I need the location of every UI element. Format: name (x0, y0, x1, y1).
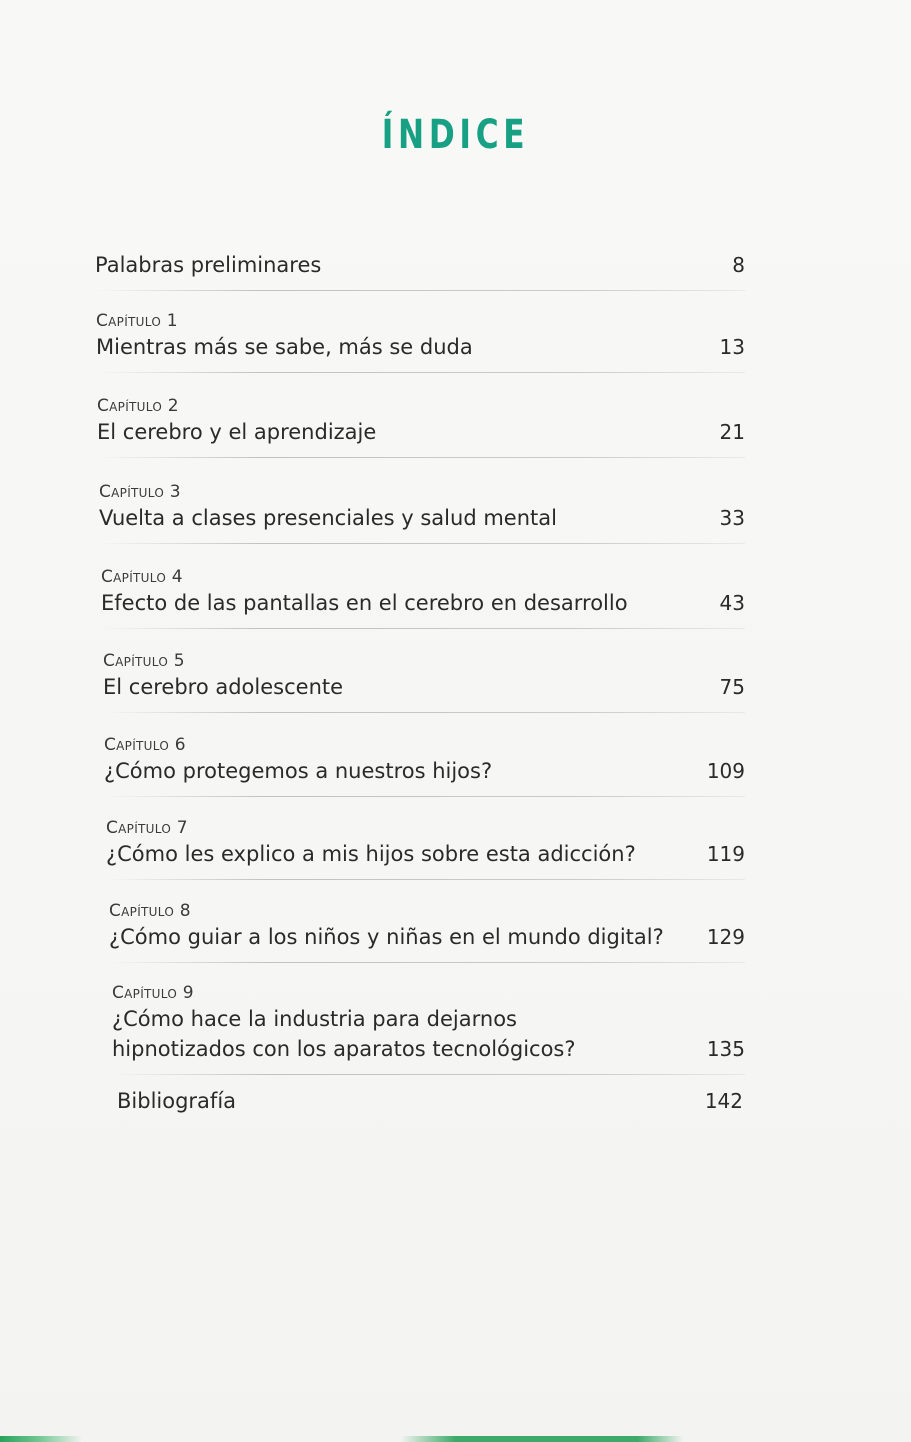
chapter-label: Capítulo 6 (104, 735, 186, 755)
toc-entry-title-line-2: hipnotizados con los aparatos tecnológicos? (112, 1037, 576, 1061)
chapter-label: Capítulo 8 (109, 901, 191, 921)
chapter-label: Capítulo 7 (106, 818, 188, 838)
toc-row (104, 756, 745, 786)
page-title: ÍNDICE (381, 112, 530, 158)
toc-entry-preliminares (95, 250, 745, 291)
toc-entry-chapter-9 (112, 982, 745, 1075)
toc-page-number: 13 (719, 335, 745, 359)
toc-page-number: 33 (719, 506, 745, 530)
toc-entry-chapter-8 (109, 900, 745, 963)
toc-divider (97, 457, 745, 458)
toc-page-number: 8 (732, 253, 745, 277)
toc-entry-title: ¿Cómo protegemos a nuestros hijos? (104, 759, 493, 783)
toc-page-number: 21 (719, 420, 745, 444)
toc-page-number: 129 (706, 925, 745, 949)
toc-page-number: 119 (706, 842, 745, 866)
toc-row (96, 332, 745, 362)
toc-entry-chapter-4 (101, 566, 745, 629)
toc-divider (104, 796, 745, 797)
toc-entry-title: Palabras preliminares (95, 253, 322, 277)
toc-entry-title: ¿Cómo les explico a mis hijos sobre esta adicción? (106, 842, 636, 866)
toc-row (95, 250, 745, 280)
toc-page-number: 75 (719, 675, 745, 699)
toc-row (109, 922, 745, 952)
toc-entry-title: Efecto de las pantallas en el cerebro en desarrollo (101, 591, 628, 615)
toc-entry-chapter-3 (99, 481, 745, 544)
toc-row (103, 672, 745, 702)
toc-entry-title-line-1: ¿Cómo hace la industria para dejarnos (112, 1007, 517, 1031)
toc-divider (96, 372, 745, 373)
chapter-label: Capítulo 3 (99, 482, 181, 502)
toc-entry-chapter-2 (97, 395, 745, 458)
toc-divider (106, 879, 745, 880)
toc-divider (109, 962, 745, 963)
toc-entry-chapter-5 (103, 650, 745, 713)
toc-divider (99, 543, 745, 544)
toc-entry-chapter-7 (106, 817, 745, 880)
toc-page-number: 142 (704, 1089, 743, 1113)
chapter-label: Capítulo 2 (97, 396, 179, 416)
toc-row (112, 1004, 745, 1064)
toc-entry-title: El cerebro y el aprendizaje (97, 420, 377, 444)
chapter-label: Capítulo 5 (103, 651, 185, 671)
toc-row (106, 839, 745, 869)
toc-entry-title: ¿Cómo guiar a los niños y niñas en el mundo digital? (109, 925, 664, 949)
chapter-label: Capítulo 9 (112, 983, 194, 1003)
toc-row (97, 417, 745, 447)
toc-row (99, 503, 745, 533)
chapter-label: Capítulo 4 (101, 567, 183, 587)
toc-entry-bibliografia (117, 1086, 743, 1116)
toc-page-number: 109 (706, 759, 745, 783)
chapter-label: Capítulo 1 (96, 311, 178, 331)
toc-entry-title: Vuelta a clases presenciales y salud mental (99, 506, 557, 530)
toc-entry-title: Mientras más se sabe, más se duda (96, 335, 473, 359)
toc-divider (103, 712, 745, 713)
toc-entry-title: Bibliografía (117, 1089, 237, 1113)
toc-divider (112, 1074, 745, 1075)
cover-edge-strip (0, 1436, 911, 1442)
toc-row (117, 1086, 743, 1116)
toc-page-number: 43 (719, 591, 745, 615)
toc-row (101, 588, 745, 618)
toc-entry-title: El cerebro adolescente (103, 675, 344, 699)
toc-divider (101, 628, 745, 629)
toc-entry-chapter-6 (104, 734, 745, 797)
toc-divider (95, 290, 745, 291)
toc-page-number: 135 (706, 1037, 745, 1061)
toc-entry-title (112, 1004, 672, 1064)
toc-entry-chapter-1 (96, 310, 745, 373)
